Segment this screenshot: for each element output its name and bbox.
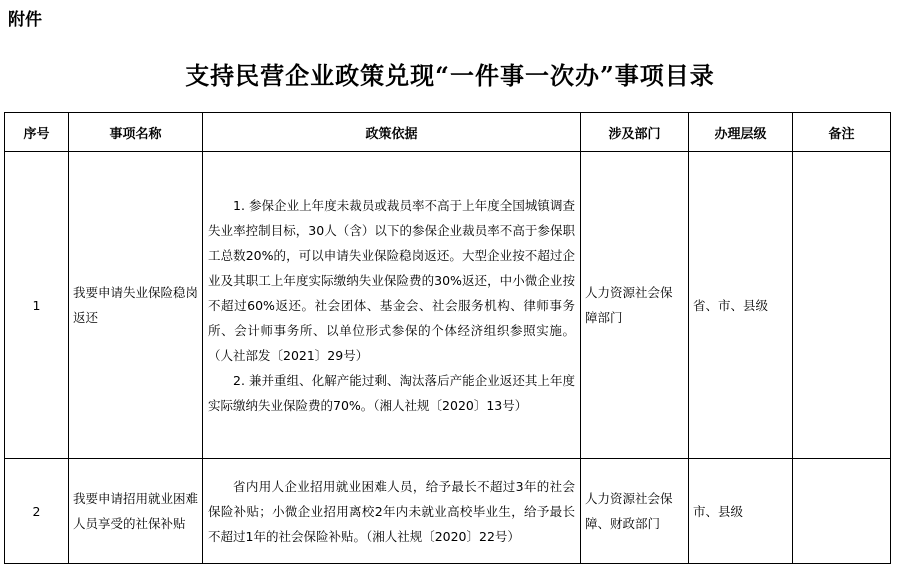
department: 人力资源社会保障、财政部门 [581, 459, 689, 564]
column-header-no: 序号 [5, 113, 69, 152]
policy-clause: 省内用人企业招用就业困难人员，给予最长不超过3年的社会保险补贴；小微企业招用离校2年内未就业高校毕业生，给予最长不超过1年的社会保险补贴。（湘人社规〔2020〕22号） [208, 478, 575, 544]
policy-table [4, 112, 891, 564]
remark [793, 459, 891, 564]
policy-basis [203, 152, 581, 459]
remark [793, 152, 891, 459]
page-title: 支持民营企业政策兑现“一件事一次办”事项目录 [185, 61, 715, 90]
item-name: 我要申请失业保险稳岗返还 [69, 152, 203, 459]
table-row [5, 459, 891, 564]
handling-level: 市、县级 [689, 459, 793, 564]
row-number: 2 [5, 459, 69, 564]
column-header-basis: 政策依据 [203, 113, 581, 152]
item-name: 我要申请招用就业困难人员享受的社保补贴 [69, 459, 203, 564]
policy-clause: 1. 参保企业上年度未裁员或裁员率不高于上年度全国城镇调查失业率控制目标，30人（含）以下的参保企业裁员率不高于参保职工总数20%的，可以申请失业保险稳岗返还。大型企业按不超过企业及其职工上年度实际缴纳失业保险费的30%返还，中小微企业按不超过60%返还。社会团体、基金会、社会服务机构、律师事务所、会计师事务所、以单位形式参保的个体经济组织参照实施。（人社部发〔2021〕29号） [208, 197, 575, 363]
column-header-department: 涉及部门 [581, 113, 689, 152]
row-number: 1 [5, 152, 69, 459]
column-header-remark: 备注 [793, 113, 891, 152]
column-header-level: 办理层级 [689, 113, 793, 152]
table-header-row [5, 113, 891, 152]
policy-clause: 2. 兼并重组、化解产能过剩、淘汰落后产能企业返还其上年度实际缴纳失业保险费的70%。（湘人社规〔2020〕13号） [208, 372, 575, 413]
attachment-label: 附件 [8, 10, 42, 30]
department: 人力资源社会保障部门 [581, 152, 689, 459]
table-row [5, 152, 891, 459]
column-header-name: 事项名称 [69, 113, 203, 152]
policy-basis [203, 459, 581, 564]
handling-level: 省、市、县级 [689, 152, 793, 459]
